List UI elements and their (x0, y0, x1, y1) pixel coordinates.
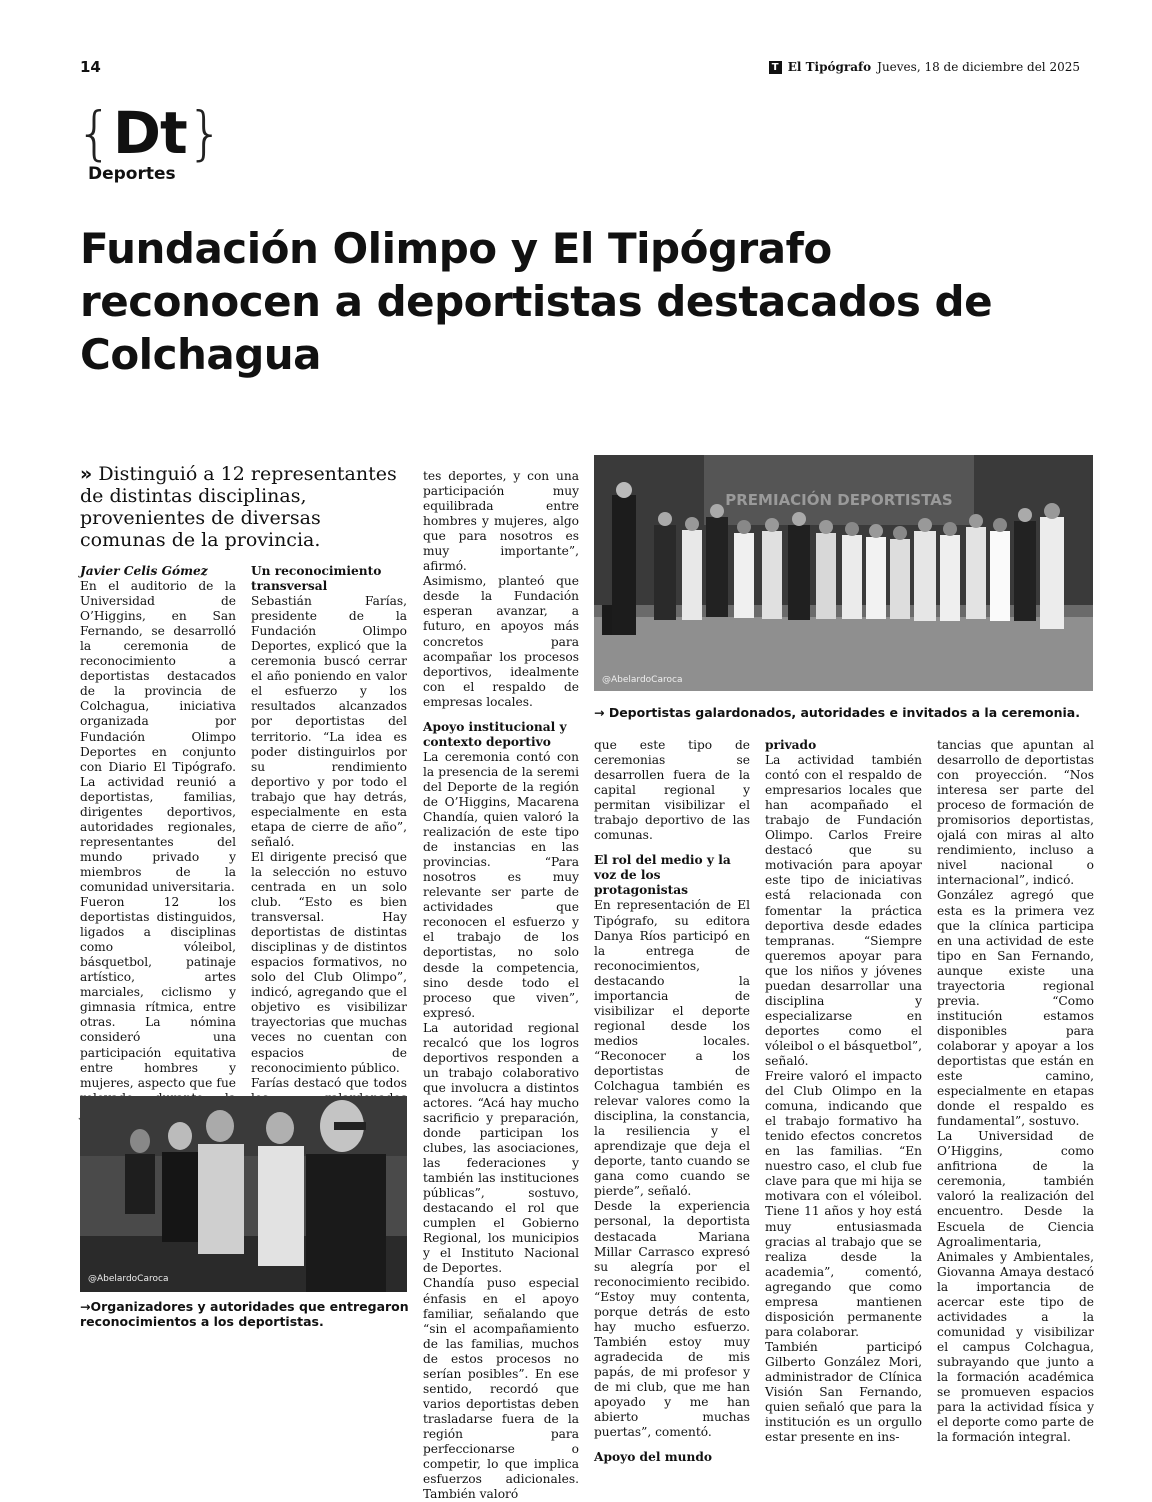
paragraph: En el auditorio de la Universidad de O’Higgins, en San Fernando, se desarrolló la ceremonia de reconocimiento a deportistas destacados de la provincia de Colchagua, iniciativa organizada por Fundación Olimpo Deportes en conjunto con Diario El Tipógrafo. La actividad reunió a deportistas, familias, dirigentes deportivos, autoridades regionales, representantes del mundo privado y miembros de la comunidad universitaria. (80, 579, 236, 894)
paragraph: La ceremonia contó con la presencia de la seremi del Deporte de la región de O’Higgins, Macarena Chandía, quien valoró la realización de este tipo de instancias en las provincias. “Para nosotros es muy relevante ser parte de actividades que reconocen el esfuerzo y el trabajo de los deportistas, no solo desde la competencia, sino desde todo el proceso que viven”, expresó. (423, 749, 579, 1020)
paragraph: González agregó que esta es la primera vez que la clínica participa en una actividad de este tipo en San Fernando, aunque existe una trayectoria regional previa. “Como institución estamos disponibles para colaborar y apoyar a los deportistas que están en este camino, especialmente en etapas donde el respaldo es fundamental”, sostuvo. (937, 888, 1094, 1129)
paragraph: Farías destacó que todos (251, 1075, 407, 1090)
authorities-photo (80, 1096, 407, 1292)
lead-marker-icon: » (80, 463, 93, 485)
subheading: Apoyo del mundo (594, 1450, 712, 1465)
paragraph: que este tipo de ceremonias se desarrollen fuera de la capital regional y permitan visibilizar el trabajo deportivo de las comunas. (594, 738, 750, 843)
article-column-5 (765, 738, 922, 1445)
paragraph: Asimismo, planteó que desde la Fundación esperan avanzar, a futuro, en apoyos más concretos para acompañar los procesos deportivos, idealmente con el respaldo de empresas locales. (423, 574, 579, 709)
page-number: 14 (80, 58, 101, 76)
paragraph: tancias que apuntan al desarrollo de deportistas con proyección. “Nos interesa ser parte del proceso de formación de promisorios deportistas, ojalá con miras al alto rendimiento, incluso a nivel nacional o internacional”, indicó. (937, 738, 1094, 888)
subheading: Un reconocimiento transversal (251, 564, 382, 594)
paragraph: También participó Gilberto González Mori, administrador de Clínica Visión San Fernando, quien señaló que para la institución es un orgullo estar presente en ins- (765, 1339, 922, 1445)
paragraph: La actividad también contó con el respaldo de empresarios locales que han acompañado el trabajo de Fundación Olimpo. Carlos Freire destacó que su motivación para apoyar este tipo de iniciativas está relacionada con fomentar la práctica deportiva desde edades tempranas. “Siempre queremos apoyar para que los niños y jóvenes puedan desarrollar una disciplina y especializarse en deportes como el vóleibol o el básquetbol”, señaló. (765, 753, 922, 1068)
brace-close: } (186, 99, 224, 167)
article-column-6 (937, 738, 1094, 1445)
article-column-3 (423, 469, 579, 1502)
article-lead (80, 463, 410, 551)
photo-caption: →Organizadores y autoridades que entregaron reconocimientos a los deportistas. (80, 1299, 409, 1329)
newspaper-name: El Tipógrafo (787, 60, 872, 74)
issue-date: Jueves, 18 de diciembre del 2025 (877, 60, 1080, 74)
article-column-1 (80, 564, 236, 1181)
paragraph: Chandía puso especial énfasis en el apoyo familiar, señalando que “sin el acompañamiento de las familias, muchos de estos procesos no serían posibles”. En ese sentido, recordó que varios deportistas deben trasladarse fuera de la región para perfeccionarse o competir, lo que implica esfuerzos adicionales. También valoró (423, 1276, 579, 1502)
subheading: Apoyo institucional y contexto deportivo (423, 719, 567, 749)
newspaper-logo-icon: T (769, 61, 782, 74)
paragraph: La Universidad de O’Higgins, como anfitriona de la ceremonia, también valoró la realización del encuentro. Desde la Escuela de Ciencia Agroalimentaria, Animales y Ambientales, Giovanna Amaya destacó la importancia de acercar este tipo de actividades a la comunidad y visibilizar el campus Colchagua, subrayando que junto a la formación académica se promueven espacios para la actividad física y el deporte como parte de la formación integral. (937, 1129, 1094, 1445)
brace-open: { (76, 99, 113, 167)
paragraph: Fueron 12 los deportistas distinguidos, ligados a disciplinas como vóleibol, básquetbol, patinaje artístico, artes marciales, ciclismo y gimnasia rítmica, entre otras. La nómina consideró una participación equitativa entre hombres y mujeres, aspecto que fue (80, 895, 236, 1090)
subheading: privado (765, 738, 817, 752)
paragraph: Sebastián Farías, presidente de la Fundación Olimpo Deportes, explicó que la ceremonia buscó cerrar el año poniendo en valor el esfuerzo y los resultados alcanzados por deportistas del territorio. “La idea es poder distinguirlos por su rendimiento deportivo y por todo el trabajo que hay detrás, especialmente en esta etapa de cierre de año”, señaló. (251, 594, 407, 849)
article-headline: Fundación Olimpo y El Tipógrafo reconocen a deportistas destacados de Colchagua (80, 224, 993, 379)
photo-credit: @AbelardoCaroca (88, 1274, 169, 1284)
byline: Javier Celis Gómez (80, 564, 208, 578)
section-tag (76, 99, 224, 184)
paragraph: Desde la experiencia personal, la deportista destacada Mariana Millar Carrasco expresó su alegría por el reconocimiento recibido. “Estoy muy contenta, porque detrás de esto hay mucho esfuerzo. También estoy muy agradecida de mis papás, de mi profesor y de mi club, que me han apoyado y me han abierto muchas puertas”, comentó. (594, 1199, 750, 1440)
lead-text: Distinguió a 12 representantes de distintas disciplinas, provenientes de diversas comunas de la provincia. (80, 463, 397, 551)
ceremony-group-photo (594, 455, 1093, 691)
paragraph: tes deportes, y con una participación muy equilibrada entre hombres y mujeres, algo que para nosotros es muy importante”, afirmó. (423, 469, 579, 574)
paragraph: El dirigente precisó que la selección no estuvo centrada en un solo club. “Esto es bien transversal. Hay deportistas de distintas disciplinas y de distintos espacios formativos, no solo del Club Olimpo”, indicó, agregando que el objetivo es visibilizar trayectorias que muchas veces no cuentan con espacios de reconocimiento público. (251, 849, 407, 1075)
article-column-4 (594, 738, 750, 1465)
masthead (769, 60, 1080, 74)
section-name: Deportes (88, 164, 176, 184)
paragraph: En representación de El Tipógrafo, su editora Danya Ríos participó en la entrega de reconocimientos, destacando la importancia de visibilizar el deporte regional desde los medios locales. “Reconocer a los deportistas de Colchagua también es relevar valores como la disciplina, la constancia, la resiliencia y el aprendizaje que deja el deporte, tanto cuando se gana como cuando se pierde”, señaló. (594, 898, 750, 1199)
photo-credit: @AbelardoCaroca (602, 675, 683, 685)
paragraph: La autoridad regional recalcó que los logros deportivos responden a un trabajo colaborativo que involucra a distintos actores. “Acá hay mucho sacrificio y preparación, donde participan los clubes, las asociaciones, las federaciones y también las instituciones públicas”, sostuvo, destacando el rol que cumplen el Gobierno Regional, los municipios y el Instituto Nacional de Deportes. (423, 1020, 579, 1276)
subheading: El rol del medio y la voz de los protagonistas (594, 853, 731, 898)
screen-text: PREMIACIÓN DEPORTISTAS (725, 491, 953, 509)
photo-caption: → Deportistas galardonados, autoridades e invitados a la ceremonia. (594, 705, 1080, 720)
section-code: Dt (112, 99, 187, 167)
paragraph: Freire valoró el impacto del Club Olimpo en la comuna, indicando que el trabajo formativo ha tenido efectos concretos en las familias. “En nuestro caso, el club fue clave para que mi hija se motivara con el vóleibol. Tiene 11 años y hoy está muy entusiasmada gracias al trabajo que se realiza desde la academia”, comentó, agregando que como empresa mantienen disposición permanente para colaborar. (765, 1069, 922, 1339)
